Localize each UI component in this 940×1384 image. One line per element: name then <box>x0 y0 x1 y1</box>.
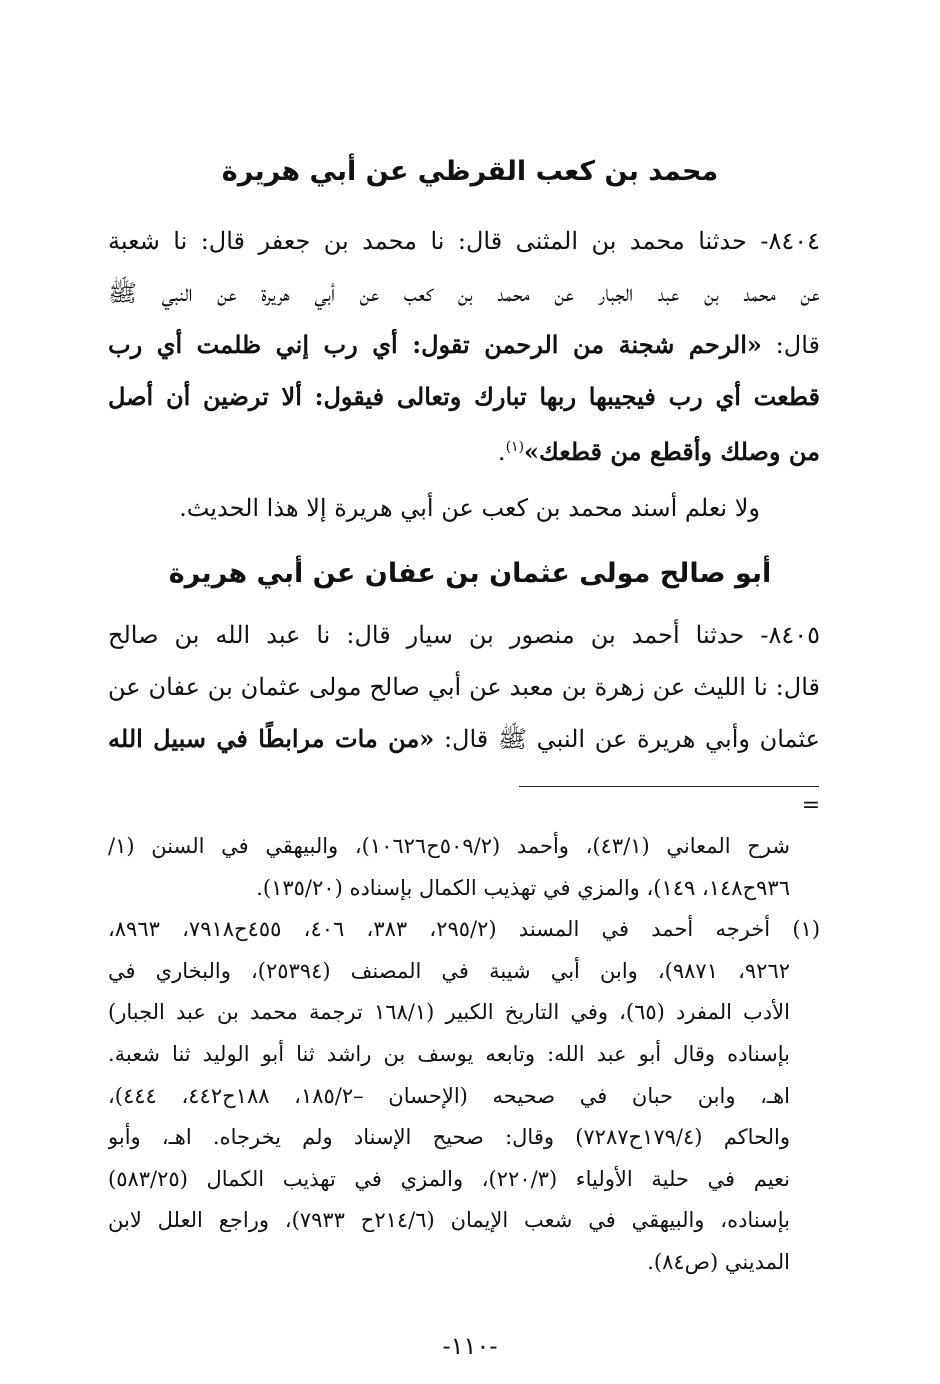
footnote-line: شرح المعاني (٤٣/١)، وأحمد (٥٠٩/٢ح١٠٦٢٦)، والبيهقي في السنن (١/ <box>108 834 790 858</box>
footnote-reference: (١) <box>505 439 525 455</box>
hadith-matn-text: «من مات مرابطًا في سبيل الله <box>108 724 435 753</box>
hadith-line: قال: نا الليث عن زهرة بن معبد عن أبي صالح مولى عثمان بن عفان عن <box>108 672 820 701</box>
footnote-line: نعيم في حلية الأولياء (٢٢٠/٣)، والمزي في تهذيب الكمال (٥٨٣/٢٥) <box>108 1166 791 1191</box>
hadith-line-plain: عثمان وأبي هريرة عن النبي ﷺ قال: <box>434 725 820 753</box>
footnotes <box>108 826 820 1284</box>
page-number: -١١٠- <box>442 1332 498 1360</box>
hadith-line <box>108 422 820 474</box>
hadith-line <box>108 319 820 371</box>
hadith-line-plain: . <box>497 438 506 466</box>
author-comment: ولا نعلم أسند محمد بن كعب عن أبي هريرة إلا هذا الحديث. <box>179 494 760 522</box>
footnote-separator <box>519 786 819 787</box>
footnote-line: بإسناده وقال أبو عبد الله: وتابعه يوسف بن راشد ثنا أبو الوليد ثنا شعبة. <box>108 1041 790 1066</box>
hadith-line-plain: قال: <box>761 331 820 359</box>
hadith-line: عن محمد بن عبد الجبار عن محمد بن كعب عن أبي هريرة عن النبي ﷺ <box>108 278 820 307</box>
footnote-line: والحاكم (١٧٩/٤ح٧٢٨٧) وقال: صحيح الإسناد ولم يخرجاه. اهـ، وأبو <box>108 1125 790 1150</box>
hadith-matn-text: من وصلك وأقطع من قطعك» <box>524 437 820 466</box>
hadith-line: ٨٤٠٤- حدثنا محمد بن المثنى قال: نا محمد بن جعفر قال: نا شعبة <box>108 227 820 255</box>
section-title-1: محمد بن كعب القرظي عن أبي هريرة <box>221 156 719 187</box>
continuation-mark: = <box>801 793 821 818</box>
footnote-line: بإسناده، والبيهقي في شعب الإيمان (٢١٤/٦ح ٧٩٣٣)، وراجع العلل لابن <box>108 1208 790 1233</box>
footnote-line: ٩٢٦٢، ٩٨٧١)، وابن أبي شيبة في المصنف (٢٥٣٩٤)، والبخاري في <box>108 958 791 983</box>
hadith-line <box>108 713 820 765</box>
footnote-line: الأدب المفرد (٦٥)، وفي التاريخ الكبير (١٦٨/١ ترجمة محمد بن عبد الجبار) <box>108 1000 790 1025</box>
hadith-matn-text: «الرحم شجنة من الرحمن تقول: أي رب إني ظلمت أي رب <box>108 330 762 359</box>
footnote-line: اهـ، وابن حبان في صحيحه (الإحسان –١٨٥/٢، ١٨٨ح٤٤٢، ٤٤٤)، <box>108 1083 790 1108</box>
footnote-line: ٩٣٦ح١٤٨، ١٤٩)، والمزي في تهذيب الكمال بإسناده (١٣٥/٢٠). <box>256 875 790 900</box>
hadith-8405 <box>108 610 820 765</box>
footnote-line: (١) أخرجه أحمد في المسند (٢٩٥/٢، ٣٨٣، ٤٠٦، ٤٥٥ح٧٩١٨، ٨٩٦٣، <box>108 917 820 942</box>
hadith-8404 <box>108 216 820 474</box>
section-title-2: أبو صالح مولى عثمان بن عفان عن أبي هريرة <box>168 558 772 589</box>
hadith-matn-text: قطعت أي رب فيجيبها ربها تبارك وتعالى فيقول: ألا ترضين أن أصل <box>108 381 820 411</box>
hadith-line: ٨٤٠٥- حدثنا أحمد بن منصور بن سيار قال: نا عبد الله بن صالح <box>108 621 820 649</box>
footnote-line: المديني (ص٨٤). <box>647 1249 790 1274</box>
